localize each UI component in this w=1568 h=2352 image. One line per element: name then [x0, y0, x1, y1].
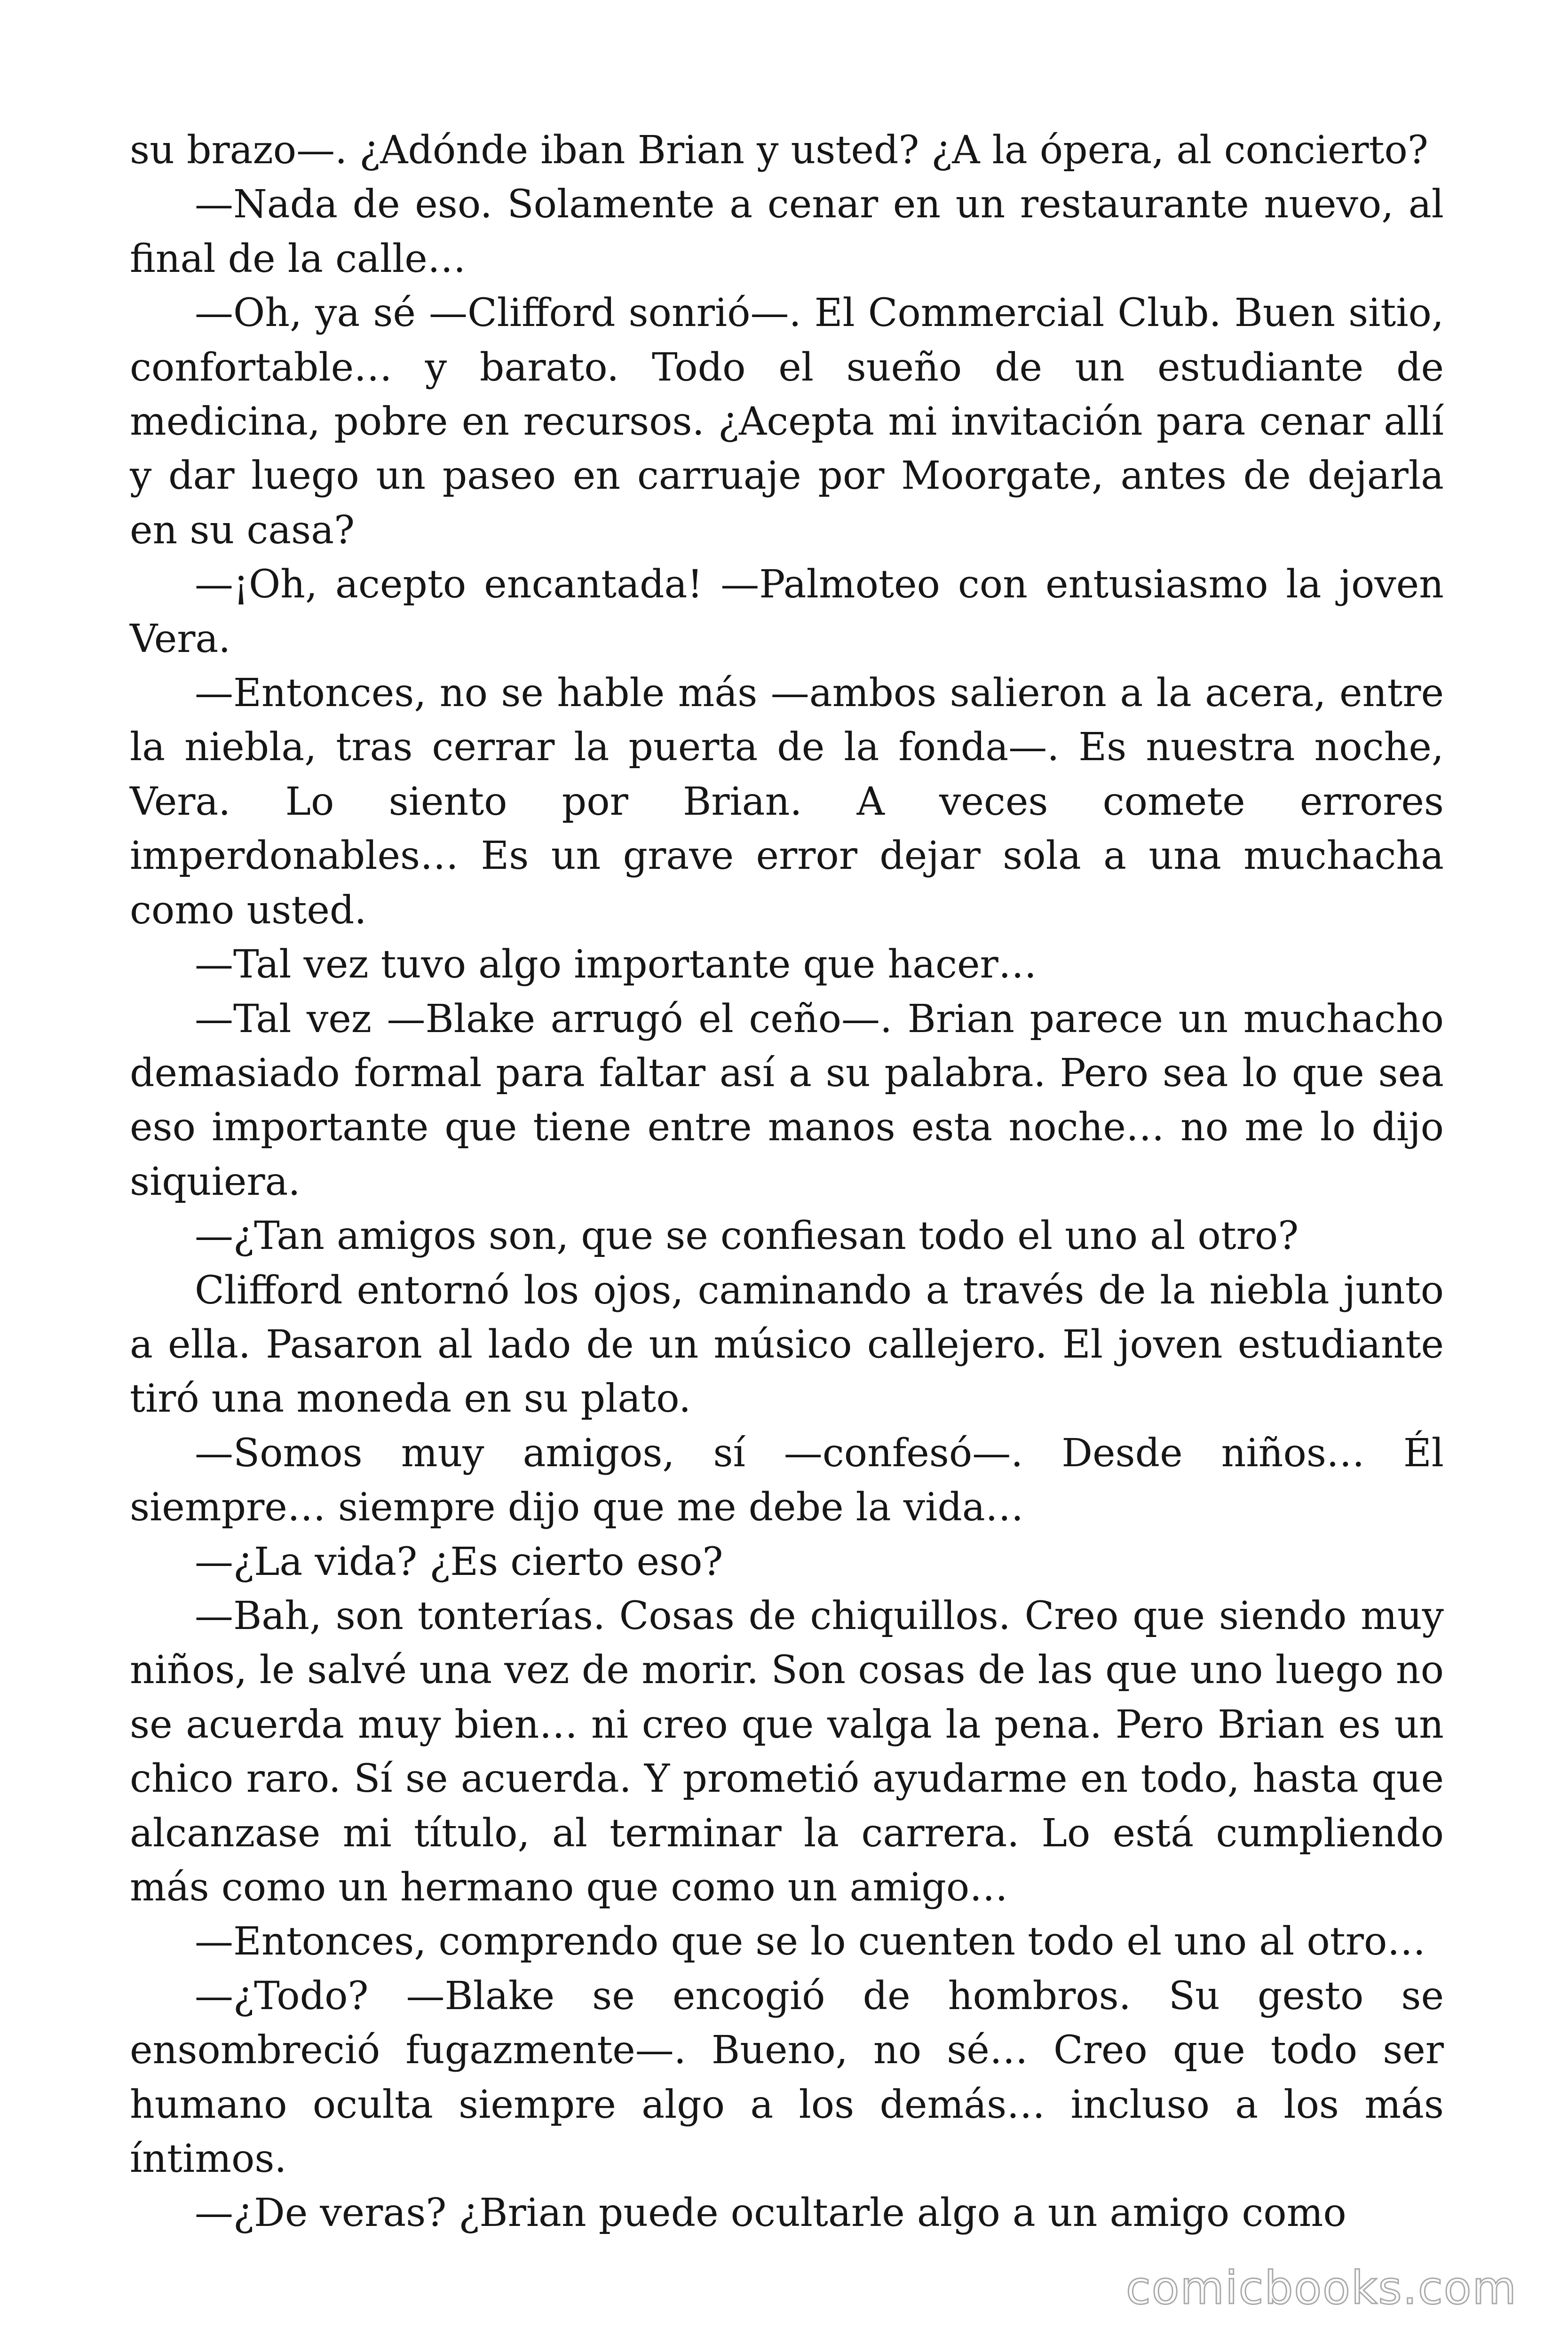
paragraph: —¿De veras? ¿Brian puede ocultarle algo a un amigo como: [195, 2191, 1346, 2236]
paragraph: —Somos muy amigos, sí —confesó—. Desde niños… Él siempre… siempre dijo que me debe la vida…: [130, 1430, 1444, 1530]
paragraph: —Tal vez —Blake arrugó el ceño—. Brian parece un muchacho demasiado formal para faltar así a su palabra. Pero sea lo que sea eso importante que tiene entre manos esta noche… no me lo dijo siquiera.: [130, 996, 1444, 1204]
paragraph: —¿Tan amigos son, que se confiesan todo el uno al otro?: [195, 1214, 1299, 1259]
page-text: [130, 123, 1444, 2241]
watermark: comicbooks.com: [1125, 2262, 1517, 2314]
paragraph: —¡Oh, acepto encantada! —Palmoteo con entusiasmo la joven Vera.: [130, 562, 1444, 661]
paragraph: —Entonces, comprendo que se lo cuenten todo el uno al otro…: [195, 1919, 1426, 1964]
paragraph: —Entonces, no se hable más —ambos salieron a la acera, entre la niebla, tras cerrar la puerta de la fonda—. Es nuestra noche, Vera. Lo siento por Brian. A veces comete errores imperdonables… Es un grave error dejar sola a una muchacha como usted.: [130, 671, 1444, 933]
paragraph: —¿La vida? ¿Es cierto eso?: [195, 1539, 723, 1584]
paragraph: —Tal vez tuvo algo importante que hacer…: [195, 942, 1037, 987]
paragraph: —Nada de eso. Solamente a cenar en un restaurante nuevo, al final de la calle…: [130, 182, 1444, 281]
paragraph: su brazo—. ¿Adónde iban Brian y usted? ¿A la ópera, al concierto?: [130, 128, 1428, 173]
paragraph: —Oh, ya sé —Clifford sonrió—. El Commercial Club. Buen sitio, confortable… y barato. Todo el sueño de un estudiante de medicina, pobre en recursos. ¿Acepta mi invitación para cenar allí y dar luego un paseo en carruaje por Moorgate, antes de dejarla en su casa?: [130, 291, 1444, 553]
paragraph: —Bah, son tonterías. Cosas de chiquillos. Creo que siendo muy niños, le salvé una vez de morir. Son cosas de las que uno luego no se acuerda muy bien… ni creo que valga la pena. Pero Brian es un chico raro. Sí se acuerda. Y prometió ayudarme en todo, hasta que alcanzase mi título, al terminar la carrera. Lo está cumpliendo más como un hermano que como un amigo…: [130, 1593, 1444, 1910]
paragraph: Clifford entornó los ojos, caminando a través de la niebla junto a ella. Pasaron al lado de un músico callejero. El joven estudiante tiró una moneda en su plato.: [130, 1268, 1444, 1422]
paragraph: —¿Todo? —Blake se encogió de hombros. Su gesto se ensombreció fugazmente—. Bueno, no sé… Creo que todo ser humano oculta siempre algo a los demás… incluso a los más íntimos.: [130, 1973, 1444, 2182]
